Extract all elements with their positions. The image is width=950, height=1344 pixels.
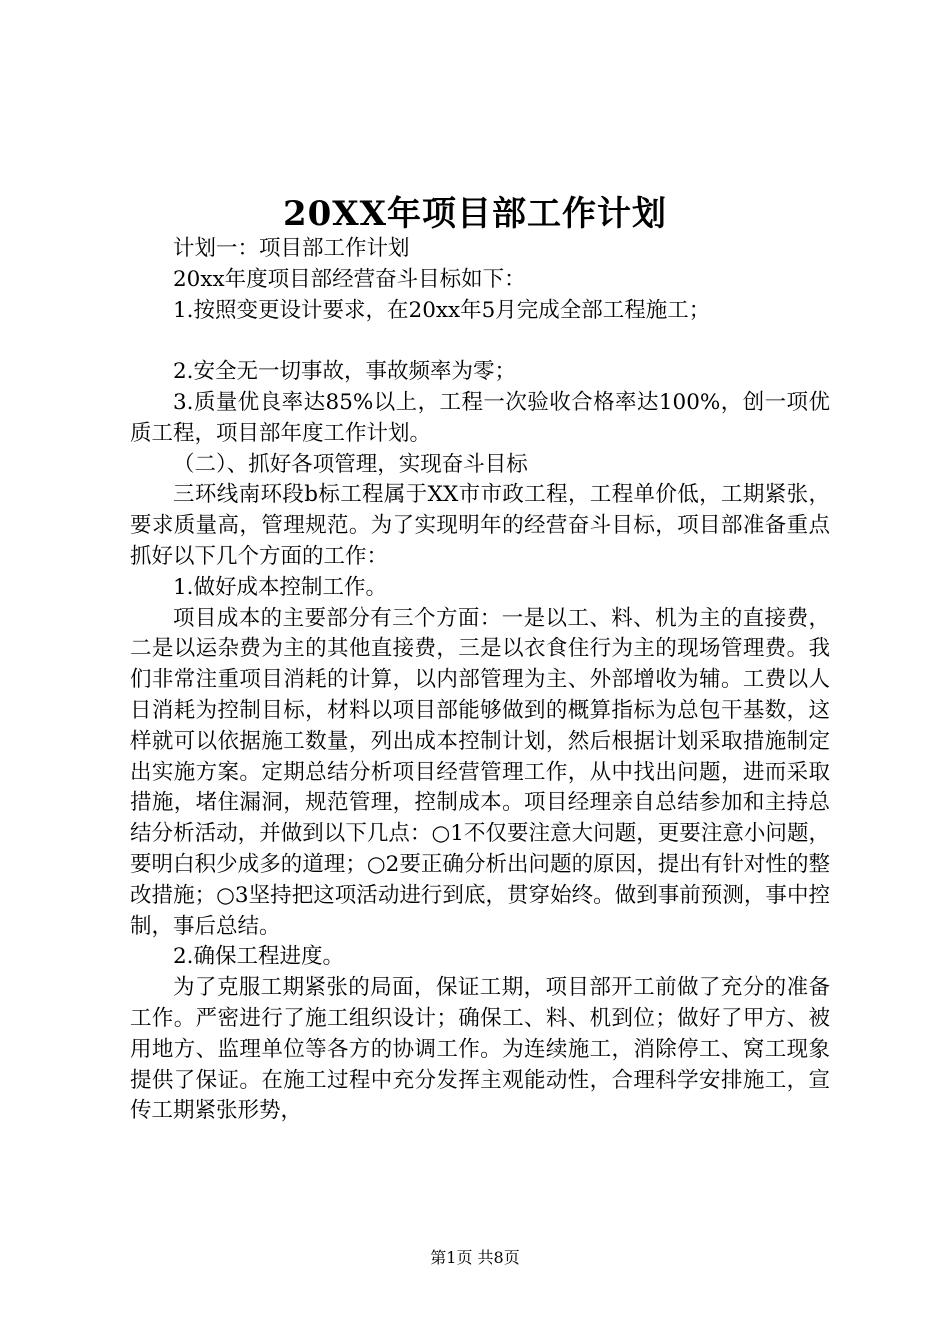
paragraph-goals-intro: 20xx年度项目部经营奋斗目标如下： [173,266,526,292]
paragraph-project-overview: 三环线南环段b标工程属于XX市市政工程，工程单价低，工期紧张，要求质量高，管理规范。为了实现明年的经营奋斗目标，项目部准备重点抓好以下几个方面的工作： [130,482,830,569]
paragraph-goal-3: 3.质量优良率达85%以上，工程一次验收合格率达100%，创一项优质工程，项目部年度工作计划。 [130,389,830,446]
paragraph-schedule-heading: 2.确保工程进度。 [173,944,345,970]
paragraph-cost-control-heading: 1.做好成本控制工作。 [173,574,388,600]
paragraph-goal-1: 1.按照变更设计要求，在20xx年5月完成全部工程施工； [173,297,711,323]
paragraph-plan-heading: 计划一：项目部工作计划 [173,236,410,261]
paragraph-goal-2: 2.安全无一切事故，事故频率为零； [173,359,517,385]
document-body [130,234,830,1127]
page-number-footer: 第1页 共8页 [430,1248,520,1267]
paragraph-schedule-body: 为了克服工期紧张的局面，保证工期，项目部开工前做了充分的准备工作。严密进行了施工组织设计；确保工、料、机到位；做好了甲方、被用地方、监理单位等各方的协调工作。为连续施工，消除停工、窝工现象提供了保证。在施工过程中充分发挥主观能动性，合理科学安排施工，宣传工期紧张形势， [130,975,830,1124]
document-title: 20XX年项目部工作计划 [282,194,668,234]
paragraph-cost-control-body: 项目成本的主要部分有三个方面：一是以工、料、机为主的直接费，二是以运杂费为主的其他直接费，三是以衣食住行为主的现场管理费。我们非常注重项目消耗的计算，以内部管理为主、外部增收为辅。工费以人日消耗为控制目标，材料以项目部能够做到的概算指标为总包干基数，这样就可以依据施工数量，列出成本控制计划，然后根据计划采取措施制定出实施方案。定期总结分析项目经营管理工作，从中找出问题，进而采取措施，堵住漏洞，规范管理，控制成本。项目经理亲自总结参加和主持总结分析活动，并做到以下几点：○1不仅要注意大问题，更要注意小问题，要明白积少成多的道理；○2要正确分析出问题的原因，提出有针对性的整改措施；○3坚持把这项活动进行到底，贯穿始终。做到事前预测，事中控制，事后总结。 [130,605,830,939]
paragraph-section-heading: （二）、抓好各项管理，实现奋斗目标 [173,451,528,477]
blank-line [130,326,830,357]
